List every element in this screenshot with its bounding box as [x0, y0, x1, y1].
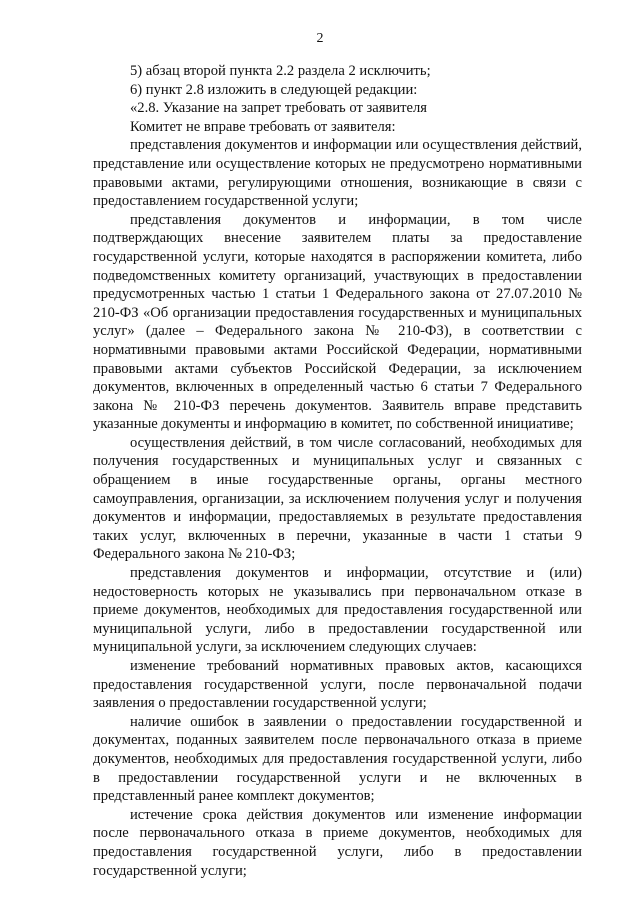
paragraph: истечение срока действия документов или изменение информации после первоначального отказа в приеме документов, необходимых для предоставления государственной услуги, либо в предоставлении государственной услуги; [93, 806, 582, 879]
section-heading: «2.8. Указание на запрет требовать от заявителя [130, 100, 427, 117]
intro-sentence: Комитет не вправе требовать от заявителя: [130, 118, 396, 135]
amendment-item-6: 6) пункт 2.8 изложить в следующей редакции: [130, 81, 418, 98]
page-number: 2 [316, 31, 324, 46]
amendment-item-5: 5) абзац второй пункта 2.2 раздела 2 исключить; [130, 63, 431, 79]
paragraph: представления документов и информации или осуществления действий, представление или осуществление которых не предусмотрено нормативными правовыми актами, регулирующими отношения, возникающие в связи с предоставлением государственной услуги; [93, 137, 582, 210]
paragraph: изменение требований нормативных правовых актов, касающихся предоставления государственной услуги, после первоначальной подачи заявления о предоставлении государственной услуги; [93, 658, 582, 712]
document-body [93, 62, 582, 880]
paragraph: представления документов и информации, в том числе подтверждающих внесение заявителем платы за предоставление государственной услуги, которые находятся в распоряжении комитета, либо подведомственных комитету организаций, участвующих в предоставлении предусмотренных частью 1 статьи 1 Федерального закона от 27.07.2010 № 210-ФЗ «Об организации предоставления государственных и муниципальных услуг» (далее – Федерального закона № 210-ФЗ), в соответствии с нормативными правовыми актами Российской Федерации, нормативными правовыми актами субъектов Российской Федерации, за исключением документов, включенных в определенный частью 6 статьи 7 Федерального закона № 210-ФЗ перечень документов. Заявитель вправе представить указанные документы и информацию в комитет, по собственной инициативе; [93, 211, 582, 433]
paragraph: представления документов и информации, отсутствие и (или) недостоверность которых не указывались при первоначальном отказе в приеме документов, необходимых для предоставления государственной или муниципальной услуги, либо в предоставлении государственной или муниципальной услуги, за исключением следующих случаев: [93, 565, 582, 656]
paragraph: наличие ошибок в заявлении о предоставлении государственной и документах, поданных заявителем после первоначального отказа в приеме документов, необходимых для предоставления государственной услуги, либо в предоставлении государственной услуги и не включенных в представленный ранее комплект документов; [93, 713, 582, 805]
paragraph: осуществления действий, в том числе согласований, необходимых для получения государственных и муниципальных услуг и связанных с обращением в иные государственные органы, органы местного самоуправления, организации, за исключением получения услуг и получения документов и информации, предоставляемых в результате предоставления таких услуг, включенных в перечни, указанные в части 1 статьи 9 Федерального закона № 210-ФЗ; [93, 434, 582, 563]
